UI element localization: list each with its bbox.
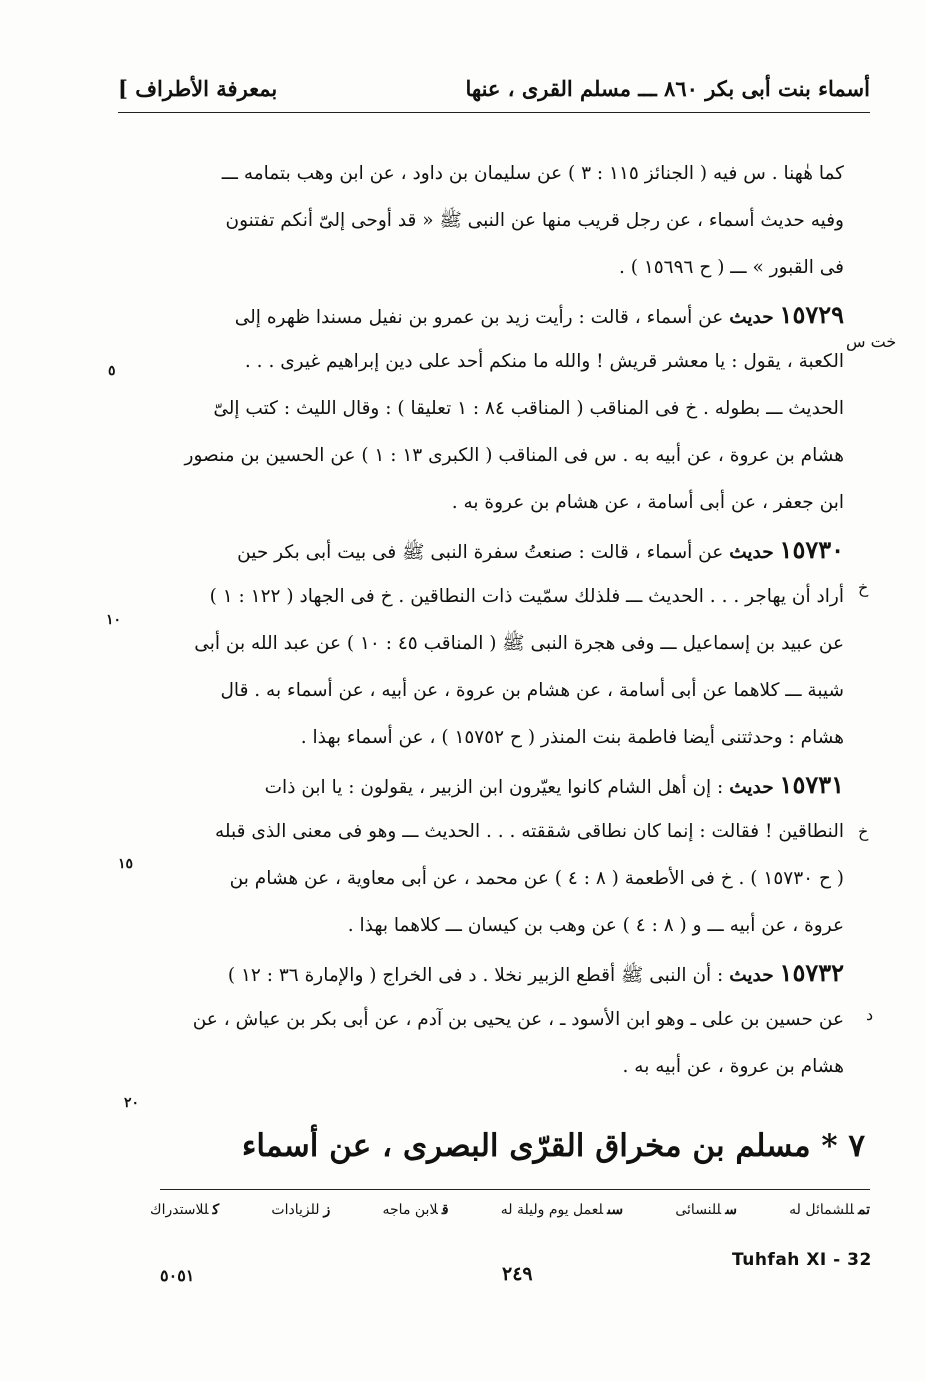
hadith-label: حديث (729, 542, 774, 563)
hadith-number: ١٥٧٣١ (779, 770, 844, 799)
line-number: ٢٠ (124, 1095, 140, 1111)
footnote-item: تمللشمائل له (789, 1202, 870, 1218)
hadith-label: حديث (729, 307, 774, 328)
line-number: ١٥ (118, 856, 134, 872)
hadith-entry-15732 (118, 949, 844, 996)
header-rule (118, 112, 870, 113)
footnote-item: سللنسائى (675, 1202, 737, 1218)
hadith-number: ١٥٧٣٢ (779, 958, 844, 987)
text-line: شيبة ـــ كلاهما عن أبى أسامة ، عن هشام بن عروة ، عن أبيه ، عن أسماء به . قال (220, 680, 844, 701)
hadith-entry-15730 (118, 526, 844, 573)
text-line: الحديث ـــ بطوله . خ فى المناقب ( المناقب ٨٤ : ١ تعليقا ) : وقال الليث : كتب إلىّ (213, 398, 844, 419)
text-line: عن عبيد بن إسماعيل ـــ وفى هجرة النبى ﷺ ( المناقب ٤٥ : ١٠ ) عن عبد الله بن أبى (194, 633, 844, 654)
text-line: عن أسماء ، قالت : صنعتُ سفرة النبى ﷺ فى بيت أبى بكر حين (237, 542, 724, 563)
footnotes (150, 1202, 870, 1218)
bottom-code: ٥٠٥١ (160, 1266, 195, 1285)
running-header (118, 68, 870, 108)
footnote-rule (160, 1189, 870, 1190)
footnote-item: سىلعمل يوم وليلة له (500, 1202, 624, 1218)
sigla-mark: خت س (846, 332, 897, 351)
text-line: ابن جعفر ، عن أبى أسامة ، عن هشام بن عروة به . (451, 492, 844, 513)
line-number: ١٠ (106, 612, 122, 628)
header-left-title: بمعرفة الأطراف ] (118, 75, 278, 101)
text-line: فى القبور » ـــ ( ح ١٥٦٩٦ ) . (618, 257, 844, 278)
text-line: هشام بن عروة ، عن أبيه به . س فى المناقب ( الكبرى ١٣ : ١ ) عن الحسين بن منصور (184, 445, 844, 466)
volume-label: Tuhfah XI - 32 (732, 1250, 872, 1270)
sigla-mark: خ (858, 578, 869, 597)
text-line: هشام بن عروة ، عن أبيه به . (622, 1056, 844, 1077)
sigla-mark: خ (858, 822, 869, 841)
line-number: ٥ (108, 363, 116, 379)
hadith-entry-15731 (118, 761, 844, 808)
text-line: وفيه حديث أسماء ، عن رجل قريب منها عن النبى ﷺ « قد أوحى إلىّ أنكم تفتنون (225, 210, 844, 231)
hadith-label: حديث (729, 965, 774, 986)
page-number: ٢٤٩ (502, 1263, 533, 1285)
main-text (118, 150, 844, 1090)
text-line: كما هٰهنا . س فيه ( الجنائز ١١٥ : ٣ ) عن سليمان بن داود ، عن ابن وهب بتمامه ـــ (221, 163, 844, 184)
footnote-item: كللاستدراك (150, 1202, 220, 1218)
text-line: هشام : وحدثتنى أيضا فاطمة بنت المنذر ( ح ١٥٧٥٢ ) ، عن أسماء بهذا . (300, 727, 844, 748)
text-line: عروة ، عن أبيه ـــ و ( ٨ : ٤ ) عن وهب بن كيسان ـــ كلاهما بهذا . (347, 915, 844, 936)
hadith-label: حديث (729, 777, 774, 798)
footnote-item: زللزيادات (271, 1202, 331, 1218)
header-center-title: أسماء بنت أبى بكر ٨٦٠ ـــ مسلم القرى ، عنها (465, 75, 870, 101)
text-line: : أن النبى ﷺ أقطع الزبير نخلا . د فى الخراج ( والإمارة ٣٦ : ١٢ ) (227, 965, 724, 986)
hadith-number: ١٥٧٣٠ (779, 535, 844, 564)
hadith-entry-15729 (118, 291, 844, 338)
section-heading: ٧ * مسلم بن مخراق القرّى البصرى ، عن أسماء (241, 1128, 865, 1164)
footnote-item: قلابن ماجه (382, 1202, 449, 1218)
text-line: عن أسماء ، قالت : رأيت زيد بن عمرو بن نفيل مسندا ظهره إلى (234, 307, 724, 328)
hadith-number: ١٥٧٢٩ (779, 300, 844, 329)
text-line: : إن أهل الشام كانوا يعيّرون ابن الزبير ، يقولون : يا ابن ذات (264, 777, 724, 798)
text-line: النطاقين ! فقالت : إنما كان نطاقى شققته . . . الحديث ـــ وهو فى معنى الذى قبله (215, 821, 844, 842)
text-line: أراد أن يهاجر . . . الحديث ـــ فلذلك سمّيت ذات النطاقين . خ فى الجهاد ( ١٢٢ : ١ ) (209, 586, 844, 607)
text-line: عن حسين بن على ـ وهو ابن الأسود ـ ، عن يحيى بن آدم ، عن أبى بكر بن عياش ، عن (192, 1009, 844, 1030)
text-line: ( ح ١٥٧٣٠ ) . خ فى الأطعمة ( ٨ : ٤ ) عن محمد ، عن أبى معاوية ، عن هشام بن (229, 868, 844, 889)
text-line: الكعبة ، يقول : يا معشر قريش ! والله ما منكم أحد على دين إبراهيم غيرى . . . (244, 351, 844, 372)
sigla-mark: د (866, 1005, 874, 1024)
